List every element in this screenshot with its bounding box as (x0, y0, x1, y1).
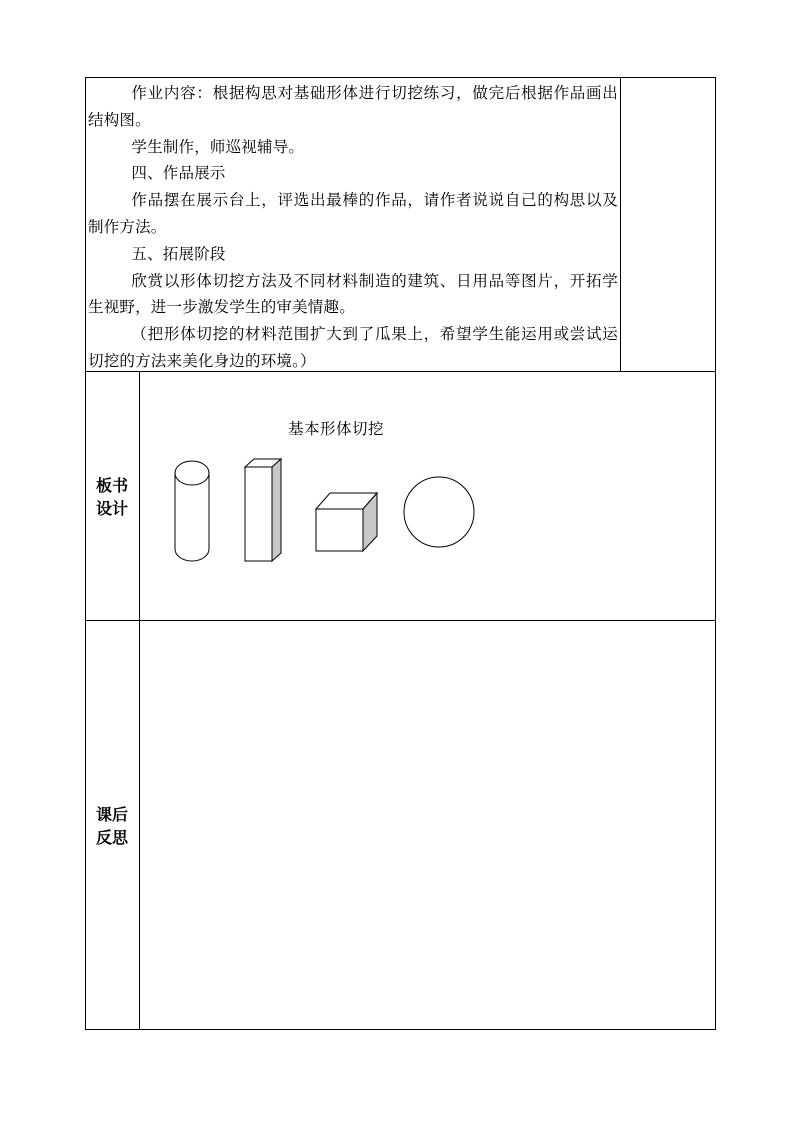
sphere-shape (404, 477, 474, 547)
assignment-paragraph: 作业内容：根据构思对基础形体进行切挖练习，做完后根据作品画出结构图。 (88, 84, 618, 129)
board-title: 基本形体切挖 (288, 420, 385, 438)
rectangular-prism-shape (245, 459, 281, 561)
section-heading: 四、作品展示 (131, 164, 226, 183)
assignment-paragraph: 欣赏以形体切挖方法及不同材料制造的建筑、日用品等图片，开拓学生视野，进一步激发学生的审美情趣。 (88, 271, 618, 317)
board-design-label: 板书 设计 (95, 476, 128, 518)
cube-shape (316, 493, 377, 551)
assignment-paragraph: （把形体切挖的材料范围扩大到了瓜果上，希望学生能运用或尝试运切挖的方法来美化身边的环境。） (88, 325, 618, 370)
assignment-paragraph: 作品摆在展示台上，评选出最棒的作品，请作者说说自己的构思以及制作方法。 (88, 191, 618, 236)
reflection-content-area[interactable] (141, 622, 714, 1028)
cylinder-shape (175, 461, 209, 561)
reflection-label: 课后 反思 (95, 805, 128, 847)
section-heading: 五、拓展阶段 (131, 244, 226, 263)
assignment-paragraph: 学生制作，师巡视辅导。 (131, 137, 305, 156)
